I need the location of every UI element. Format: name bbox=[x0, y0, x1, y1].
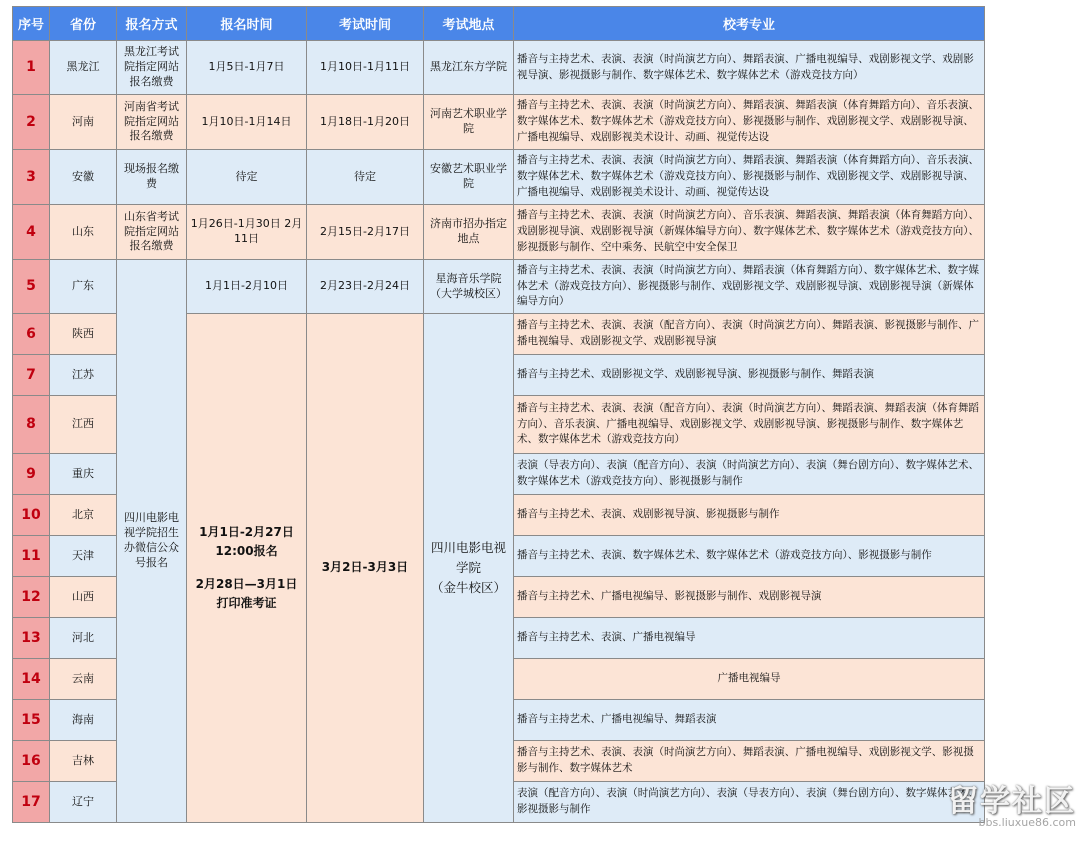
merged-reg-line: 打印准考证 bbox=[216, 596, 277, 611]
watermark-url: bbs.liuxue86.com bbox=[978, 816, 1076, 829]
row-method: 河南省考试院指定网站报名缴费 bbox=[117, 95, 187, 150]
row-majors: 播音与主持艺术、戏剧影视文学、戏剧影视导演、影视摄影与制作、舞蹈表演 bbox=[514, 355, 985, 396]
watermark-text: 留学社区 bbox=[948, 784, 1076, 819]
merged-reg-line: 1月1日-2月27日 bbox=[199, 524, 294, 539]
merged-exam-time: 3月2日-3月3日 bbox=[307, 314, 424, 823]
row-majors: 播音与主持艺术、表演、表演（时尚演艺方向）、舞蹈表演（体育舞蹈方向）、数字媒体艺术、数字媒体艺术（游戏竞技方向）、影视摄影与制作、戏剧影视文学、戏剧影视导演、戏剧影视导演（新媒体编导方向） bbox=[514, 260, 985, 314]
row-majors: 播音与主持艺术、表演、表演（时尚演艺方向）、音乐表演、舞蹈表演、舞蹈表演（体育舞蹈方向）、戏剧影视导演、戏剧影视导演（新媒体编导方向）、数字媒体艺术、数字媒体艺术（游戏竞技方向）、影视摄影与制作、空中乘务、民航空中安全保卫 bbox=[514, 205, 985, 260]
row-index: 6 bbox=[13, 314, 50, 355]
row-province: 吉林 bbox=[50, 741, 117, 782]
exam-schedule-table bbox=[12, 6, 985, 823]
row-majors: 播音与主持艺术、表演、表演（时尚演艺方向）、舞蹈表演、广播电视编导、戏剧影视文学、戏剧影视导演、影视摄影与制作、数字媒体艺术、数字媒体艺术（游戏竞技方向） bbox=[514, 41, 985, 95]
header-method: 报名方式 bbox=[117, 7, 187, 41]
merged-place bbox=[424, 314, 514, 823]
row-province: 辽宁 bbox=[50, 782, 117, 823]
row-index: 14 bbox=[13, 659, 50, 700]
row-province: 河南 bbox=[50, 95, 117, 150]
row-index: 8 bbox=[13, 396, 50, 454]
row-province: 海南 bbox=[50, 700, 117, 741]
table-row bbox=[13, 260, 985, 314]
merged-reg-time bbox=[187, 314, 307, 823]
row-province: 陕西 bbox=[50, 314, 117, 355]
row-index: 16 bbox=[13, 741, 50, 782]
row-majors: 播音与主持艺术、表演、表演（配音方向）、表演（时尚演艺方向）、舞蹈表演、影视摄影与制作、广播电视编导、戏剧影视文学、戏剧影视导演 bbox=[514, 314, 985, 355]
row-majors: 播音与主持艺术、广播电视编导、影视摄影与制作、戏剧影视导演 bbox=[514, 577, 985, 618]
merged-method: 四川电影电视学院招生办微信公众号报名 bbox=[117, 260, 187, 823]
row-index: 5 bbox=[13, 260, 50, 314]
row-exam-time: 待定 bbox=[307, 150, 424, 205]
row-province: 天津 bbox=[50, 536, 117, 577]
row-index: 17 bbox=[13, 782, 50, 823]
row-reg-time: 1月1日-2月10日 bbox=[187, 260, 307, 314]
row-reg-time: 1月26日-1月30日 2月11日 bbox=[187, 205, 307, 260]
row-reg-time: 1月5日-1月7日 bbox=[187, 41, 307, 95]
header-province: 省份 bbox=[50, 7, 117, 41]
table-row bbox=[13, 41, 985, 95]
row-province: 北京 bbox=[50, 495, 117, 536]
row-reg-time: 待定 bbox=[187, 150, 307, 205]
row-index: 11 bbox=[13, 536, 50, 577]
row-index: 1 bbox=[13, 41, 50, 95]
row-majors: 播音与主持艺术、表演、广播电视编导 bbox=[514, 618, 985, 659]
row-method: 现场报名缴费 bbox=[117, 150, 187, 205]
row-majors: 播音与主持艺术、表演、表演（配音方向）、表演（时尚演艺方向）、舞蹈表演、舞蹈表演（体育舞蹈方向）、音乐表演、广播电视编导、戏剧影视文学、戏剧影视导演、影视摄影与制作、数字媒体艺术、数字媒体艺术（游戏竞技方向） bbox=[514, 396, 985, 454]
row-majors: 播音与主持艺术、广播电视编导、舞蹈表演 bbox=[514, 700, 985, 741]
row-index: 15 bbox=[13, 700, 50, 741]
row-method: 山东省考试院指定网站报名缴费 bbox=[117, 205, 187, 260]
row-index: 4 bbox=[13, 205, 50, 260]
row-province: 江苏 bbox=[50, 355, 117, 396]
merged-place-line: （金牛校区） bbox=[430, 580, 506, 595]
row-majors: 播音与主持艺术、表演、表演（时尚演艺方向）、舞蹈表演、广播电视编导、戏剧影视文学、影视摄影与制作、数字媒体艺术 bbox=[514, 741, 985, 782]
row-place: 安徽艺术职业学院 bbox=[424, 150, 514, 205]
row-majors: 表演（配音方向）、表演（时尚演艺方向）、表演（导表方向）、表演（舞台剧方向）、数字媒体艺术、影视摄影与制作 bbox=[514, 782, 985, 823]
row-index: 3 bbox=[13, 150, 50, 205]
header-majors: 校考专业 bbox=[514, 7, 985, 41]
row-province: 河北 bbox=[50, 618, 117, 659]
row-exam-time: 2月15日-2月17日 bbox=[307, 205, 424, 260]
row-majors: 播音与主持艺术、表演、戏剧影视导演、影视摄影与制作 bbox=[514, 495, 985, 536]
row-province: 山东 bbox=[50, 205, 117, 260]
row-reg-time: 1月10日-1月14日 bbox=[187, 95, 307, 150]
table-row bbox=[13, 150, 985, 205]
row-place: 星海音乐学院（大学城校区） bbox=[424, 260, 514, 314]
row-majors: 表演（导表方向）、表演（配音方向）、表演（时尚演艺方向）、表演（舞台剧方向）、数字媒体艺术、数字媒体艺术（游戏竞技方向）、影视摄影与制作 bbox=[514, 454, 985, 495]
header-reg-time: 报名时间 bbox=[187, 7, 307, 41]
row-province: 云南 bbox=[50, 659, 117, 700]
row-exam-time: 1月10日-1月11日 bbox=[307, 41, 424, 95]
row-majors: 播音与主持艺术、表演、数字媒体艺术、数字媒体艺术（游戏竞技方向）、影视摄影与制作 bbox=[514, 536, 985, 577]
merged-place-line: 四川电影电视学院 bbox=[430, 540, 506, 575]
row-index: 12 bbox=[13, 577, 50, 618]
merged-reg-line: 12:00报名 bbox=[215, 543, 278, 558]
row-index: 7 bbox=[13, 355, 50, 396]
row-method: 黑龙江考试院指定网站报名缴费 bbox=[117, 41, 187, 95]
row-province: 安徽 bbox=[50, 150, 117, 205]
row-place: 河南艺术职业学院 bbox=[424, 95, 514, 150]
merged-reg-line: 2月28日—3月1日 bbox=[195, 577, 298, 591]
table-row bbox=[13, 205, 985, 260]
row-province: 重庆 bbox=[50, 454, 117, 495]
header-row bbox=[13, 7, 985, 41]
row-majors: 广播电视编导 bbox=[514, 659, 985, 700]
header-place: 考试地点 bbox=[424, 7, 514, 41]
row-province: 黑龙江 bbox=[50, 41, 117, 95]
row-majors: 播音与主持艺术、表演、表演（时尚演艺方向）、舞蹈表演、舞蹈表演（体育舞蹈方向）、音乐表演、数字媒体艺术、数字媒体艺术（游戏竞技方向）、影视摄影与制作、戏剧影视文学、戏剧影视导演、广播电视编导、戏剧影视美术设计、动画、视觉传达设 bbox=[514, 95, 985, 150]
row-province: 山西 bbox=[50, 577, 117, 618]
row-place: 济南市招办指定地点 bbox=[424, 205, 514, 260]
header-index: 序号 bbox=[13, 7, 50, 41]
row-index: 13 bbox=[13, 618, 50, 659]
header-exam-time: 考试时间 bbox=[307, 7, 424, 41]
row-index: 10 bbox=[13, 495, 50, 536]
table-row bbox=[13, 95, 985, 150]
row-province: 江西 bbox=[50, 396, 117, 454]
row-index: 9 bbox=[13, 454, 50, 495]
row-exam-time: 2月23日-2月24日 bbox=[307, 260, 424, 314]
row-majors: 播音与主持艺术、表演、表演（时尚演艺方向）、舞蹈表演、舞蹈表演（体育舞蹈方向）、音乐表演、数字媒体艺术、数字媒体艺术（游戏竞技方向）、影视摄影与制作、戏剧影视文学、戏剧影视导演、广播电视编导、戏剧影视美术设计、动画、视觉传达设 bbox=[514, 150, 985, 205]
row-place: 黑龙江东方学院 bbox=[424, 41, 514, 95]
row-province: 广东 bbox=[50, 260, 117, 314]
watermark-logo bbox=[948, 776, 1076, 829]
row-exam-time: 1月18日-1月20日 bbox=[307, 95, 424, 150]
row-index: 2 bbox=[13, 95, 50, 150]
